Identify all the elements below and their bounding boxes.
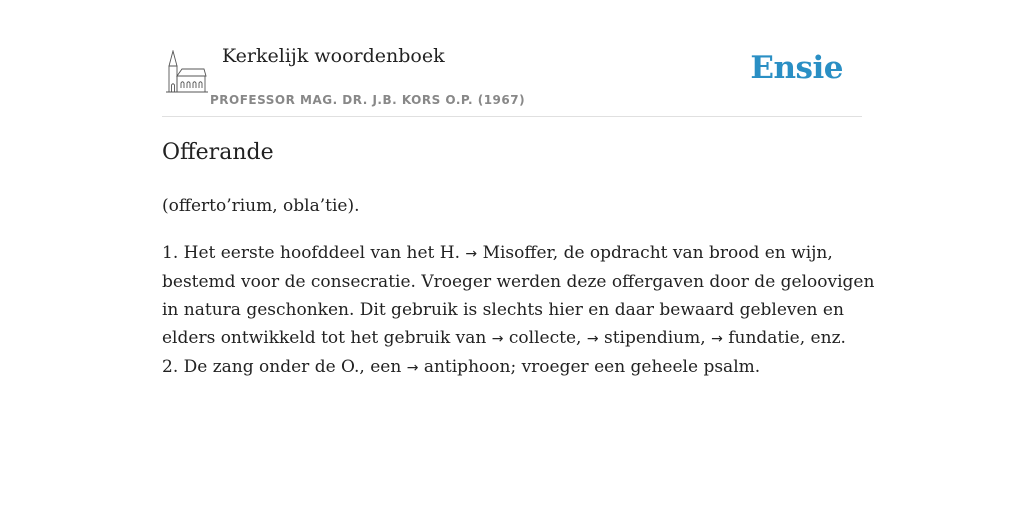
book-header [162,0,862,117]
text-segment: , de opdracht van brood en wijn, [552,243,833,263]
xref-label: collecte [508,328,577,348]
arrow-right-icon: → [711,331,723,347]
text-segment: 1. Het eerste hoofddeel van het H. [162,243,466,263]
definition-line [162,324,862,353]
definition-line [162,239,862,268]
text-segment: , [700,328,712,348]
text-segment: , [576,328,587,348]
xref-label: antiphoon [423,357,511,377]
church-drawing [164,50,208,94]
entry-definition [162,239,875,382]
entry-body [162,192,875,401]
text-segment: ; vroeger een geheele psalm. [510,357,761,377]
xref-link-misoffer[interactable] [465,243,552,263]
arrow-right-icon: → [406,360,419,376]
arrow-right-icon: → [586,331,599,347]
definition-line: bestemd voor de consecratie. Vroeger werden deze offergaven door de geloovigen [162,272,875,292]
arrow-right-icon: → [491,331,504,347]
book-title[interactable]: Kerkelijk woordenboek [222,45,445,67]
xref-link-fundatie[interactable] [711,328,800,348]
xref-label: fundatie [728,328,800,348]
entry-pronunciation: (offerto’rium, obla’tie). [162,196,360,216]
page [162,0,875,377]
church-icon[interactable] [164,50,208,94]
book-author: PROFESSOR MAG. DR. J.B. KORS O.P. (1967) [210,93,526,107]
text-segment: 2. De zang onder de O., een [162,357,407,377]
arrow-right-icon: → [465,246,478,262]
text-segment: , enz. [799,328,846,348]
xref-link-collecte[interactable] [492,328,576,348]
xref-label: stipendium [603,328,701,348]
text-segment: elders ontwikkeld tot het gebruik van [162,328,492,348]
xref-link-antiphoon[interactable] [407,357,511,377]
definition-line [162,353,862,382]
ensie-logo[interactable]: Ensie [750,50,843,86]
xref-label: Misoffer [482,243,553,263]
entry-title: Offerande [162,140,274,165]
definition-line: in natura geschonken. Dit gebruik is slechts hier en daar bewaard gebleven en [162,300,844,320]
xref-link-stipendium[interactable] [587,328,700,348]
